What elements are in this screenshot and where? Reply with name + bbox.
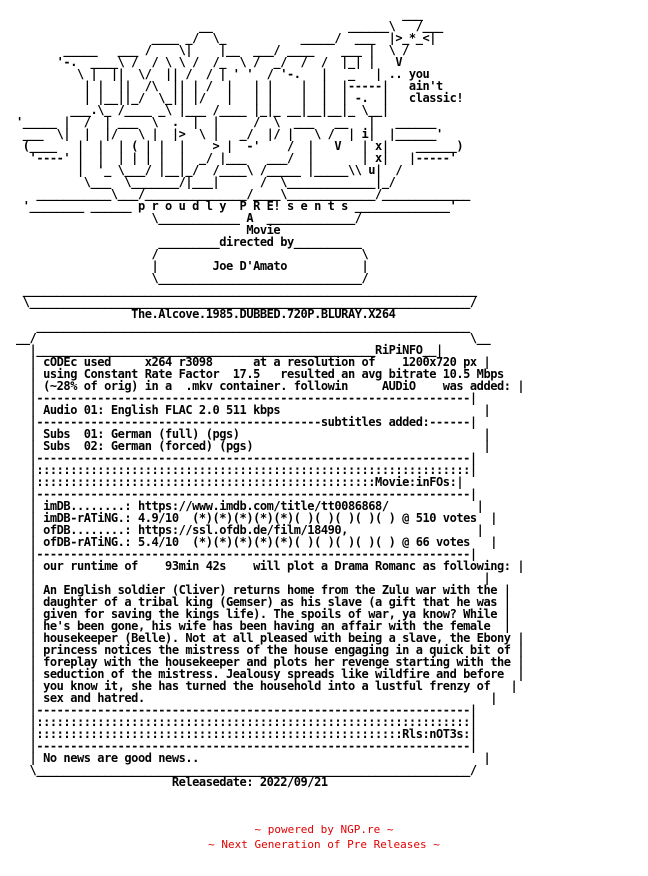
nfo-line: | using Constant Rate Factor 17.5 resulted an avg bitrate 10.5 Mbps: [16, 367, 504, 381]
nfo-line: | Subs 02: German (forced) (pgs) |: [16, 439, 491, 453]
nfo-line: __ ______\ /___: [16, 19, 443, 33]
nfo-line: |----------------------------------------------------------------|: [16, 451, 477, 465]
nfo-line: |::::::::::::::::::::::::::::::::::::::::::::::::::::::::::::::::|: [16, 463, 477, 477]
nfo-line: | foreplay with the housekeeper and plots her revenge starting with the |: [16, 655, 525, 669]
nfo-line: ___________\___/_______________/____\_____________/_____________: [16, 187, 470, 201]
nfo-line: | '_ \___/ |__|_/ /____\ /_____ |_____\\ u| /: [16, 163, 403, 177]
nfo-line: | imDB........: https://www.imdb.com/title/tt0086868/ |: [16, 499, 484, 513]
nfo-ascii-document: [16, 8, 524, 788]
nfo-line: | An English soldier (Cliver) returns home from the Zulu war with the |: [16, 583, 511, 597]
nfo-line: |::::::::::::::::::::::::::::::::::::::::::::::::::Movie:inFOs:|: [16, 475, 464, 489]
nfo-line: |----------------------------------------------------------------|: [16, 703, 477, 717]
nfo-line: | you know it, she has turned the household into a lustful frenzy of |: [16, 679, 518, 693]
nfo-line: __/ \__: [16, 331, 491, 345]
nfo-line: | ofDB........: https://ssl.ofdb.de/film/18490, |: [16, 523, 484, 537]
nfo-line: |------------------------------------------subtitles added:------|: [16, 415, 477, 429]
nfo-line: | housekeeper (Belle). Not at all pleased with being a slave, the Ebony |: [16, 631, 525, 645]
nfo-line: | imDB-rATiNG.: 4.9/10 (*)(*)(*)(*)(*)( )( )( )( )( ) @ 510 votes |: [16, 511, 497, 525]
nfo-line: \____________ A _____________/: [16, 211, 362, 225]
nfo-line: ________________________________________________________________: [16, 319, 470, 333]
nfo-line: | our runtime of 93min 42s will plot a Drama Romanc as following: |: [16, 559, 525, 573]
nfo-line: |----------------------------------------------------------------|: [16, 547, 477, 561]
nfo-line: \ | || \/ || / / | ' ' / '-. | _ | .. you: [16, 67, 430, 81]
nfo-line: ___.\_ /____ _\ |___ /____ |_|_ __|__|__|_ \__|: [16, 103, 389, 117]
nfo-line: _____ ___ / \| |__ ___/ ____ ___ | \ /: [16, 43, 409, 57]
nfo-line: ___: [16, 7, 423, 21]
nfo-line: | (~28% of orig) in a .mkv container. followin AUDiO was added: |: [16, 379, 525, 393]
nfo-line: Movie: [16, 223, 281, 237]
nfo-line: (____ | | | ( | | | > | -' / | V | x| ______): [16, 139, 464, 153]
footer-tagline: ~ Next Generation of Pre Releases ~: [208, 838, 440, 851]
nfo-line: / \: [16, 247, 369, 261]
nfo-line: |----------------------------------------------------------------|: [16, 739, 477, 753]
nfo-line: '________ ______ p r o u d l y P R E! s e n t s ______________': [16, 199, 457, 213]
nfo-line: ____ _/ \_ _____/ ___ |>_*_<|: [16, 31, 443, 45]
nfo-line: | ofDB-rATiNG.: 5.4/10 (*)(*)(*)(*)(*)( )( )( )( )( ) @ 66 votes |: [16, 535, 497, 549]
nfo-line: |__________________________________________________RiPiNFO__|: [16, 343, 443, 357]
nfo-line: '-. ____\ / / \ \ / /_ \ / _/ / / |_| | V: [16, 55, 403, 69]
nfo-line: | princess notices the mistress of the house engaging in a quick bit of |: [16, 643, 525, 657]
nfo-line: \______________________________/: [16, 271, 369, 285]
nfo-line: | given for saving the kings life). The spoils of war, ya know? While |: [16, 607, 511, 621]
footer-powered-by: ~ powered by NGP.re ~: [254, 823, 394, 836]
nfo-line: | |__||_/ \_|| |/ | | | | | | -. | classic!: [16, 91, 464, 105]
nfo-line: |----------------------------------------------------------------|: [16, 487, 477, 501]
nfo-line: ___ \| | |/ \ | |> \ | _/ |/ | \ / | i| |______': [16, 127, 443, 141]
nfo-line: Releasedate: 2022/09/21: [16, 775, 328, 789]
nfo-line: | he's been gone, his wife has been having an affair with the female |: [16, 619, 511, 633]
footer-credits: [0, 822, 648, 852]
nfo-line: '_____ | / | ___ \ . | | / \ ___ __ | ______: [16, 115, 437, 129]
nfo-line: | |: [16, 571, 491, 585]
nfo-line: | Audio 01: English FLAC 2.0 511 kbps |: [16, 403, 491, 417]
nfo-line: | Joe D'Amato |: [16, 259, 369, 273]
nfo-line: |----------------------------------------------------------------|: [16, 391, 477, 405]
nfo-line: | sex and hatred. |: [16, 691, 497, 705]
nfo-line: |::::::::::::::::::::::::::::::::::::::::::::::::::::::::::::::::|: [16, 715, 477, 729]
nfo-line: | cODEc used x264 r3098 at a resolution of 1200x720 px |: [16, 355, 491, 369]
nfo-line: The.Alcove.1985.DUBBED.720P.BLURAY.X264: [16, 307, 396, 321]
nfo-line: | No news are good news.. |: [16, 751, 491, 765]
nfo-line: \_________________________________________________________________/: [16, 295, 477, 309]
nfo-line: _________directed by__________: [16, 235, 362, 249]
nfo-line: \___ \_______/|___| / \_____________|_/: [16, 175, 396, 189]
nfo-line: |::::::::::::::::::::::::::::::::::::::::::::::::::::::Rls:nOT3s:|: [16, 727, 477, 741]
nfo-line: '----' | | | | | | | _/ |___ ___/ | | x| |-----': [16, 151, 464, 165]
nfo-line: | daughter of a tribal king (Gemser) as his slave (a gift that he was |: [16, 595, 511, 609]
nfo-line: | Subs 01: German (full) (pgs) |: [16, 427, 491, 441]
nfo-line: ___________________________________________________________________: [16, 283, 477, 297]
nfo-line: | seduction of the mistress. Jealousy spreads like wildfire and before |: [16, 667, 525, 681]
nfo-line: | | || /\ || | / | | | | | |-----| ain't: [16, 79, 443, 93]
nfo-line: \________________________________________________________________/: [16, 763, 477, 777]
